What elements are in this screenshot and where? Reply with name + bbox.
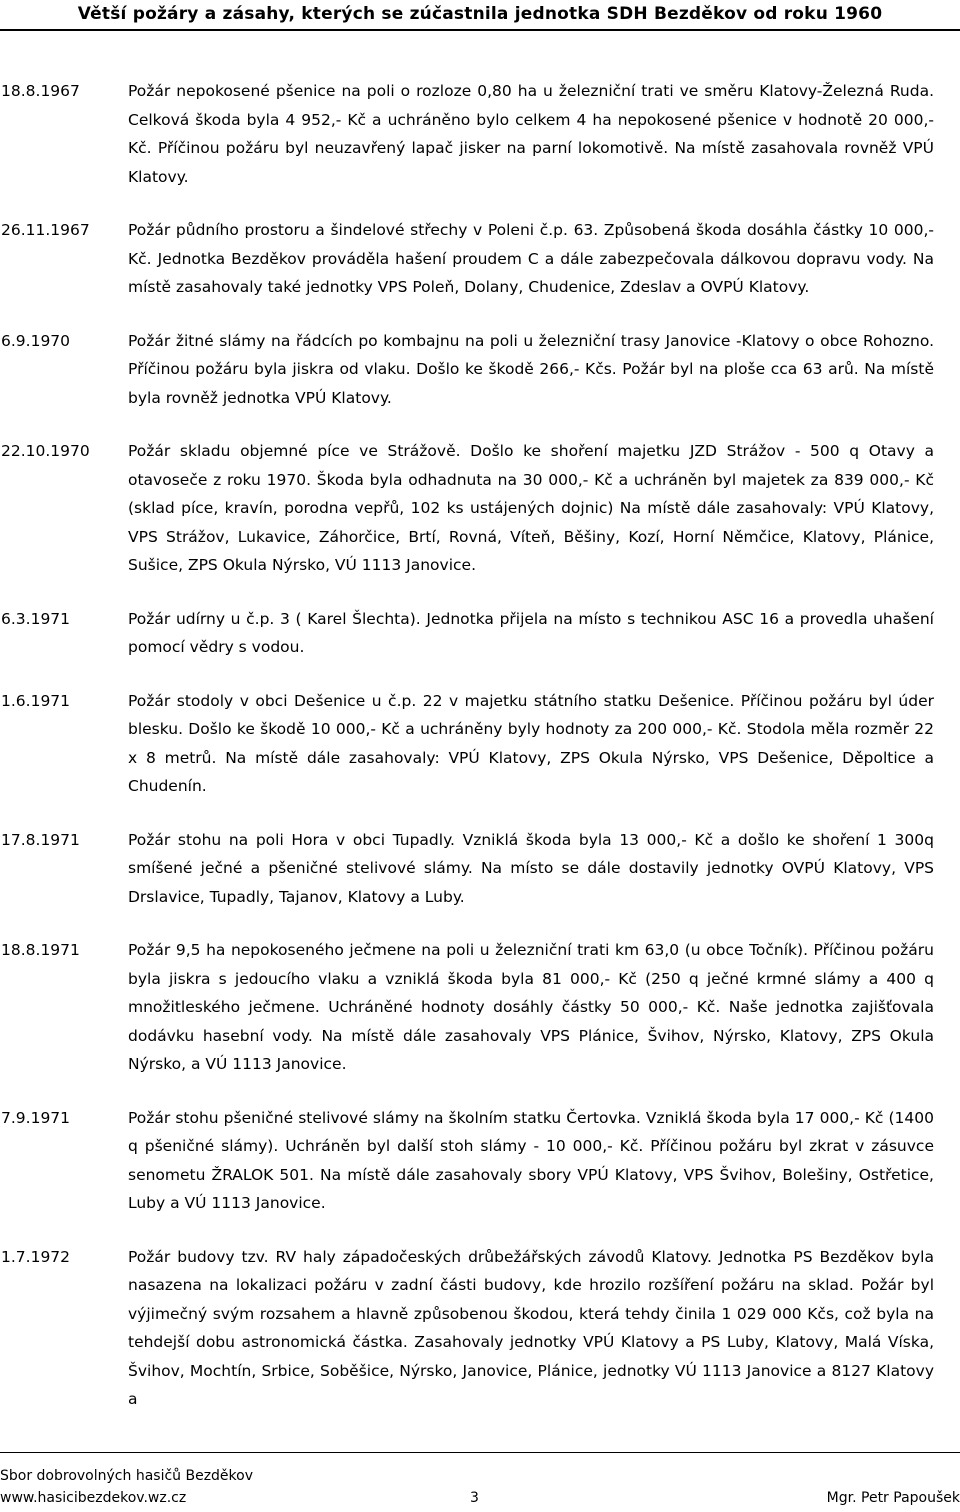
entry-list [0, 77, 960, 1439]
header-divider [0, 29, 960, 31]
entry-text: Požár nepokosené pšenice na poli o rozloze 0,80 ha u železniční trati ve směru Klatovy-Železná Ruda. Celková škoda byla 4 952,- Kč a uchráněno bylo celkem 4 ha nepokosené pšenice v hodnotě 20 000,- Kč. Příčinou požáru byl neuzavřený lapač jisker na parní lokomotivě. Na místě zasahovala rovněž VPÚ Klatovy. [128, 82, 934, 186]
entry-item [0, 936, 960, 1079]
entry-text: Požár půdního prostoru a šindelové střechy v Poleni č.p. 63. Způsobená škoda dosáhla částky 10 000,- Kč. Jednotka Bezděkov prováděla hašení proudem C a dále zabezpečovala dálkovou dopravu vody. Na místě zasahovaly také jednotky VPS Poleň, Dolany, Chudenice, Zdeslav a OVPÚ Klatovy. [128, 221, 934, 296]
entry-date: 18.8.1971 [1, 941, 80, 959]
page-footer [0, 1490, 960, 1512]
entry-date: 6.9.1970 [1, 331, 71, 350]
entry-text: Požár skladu objemné píce ve Strážově. Došlo ke shoření majetku JZD Strážov - 500 q Otavy a otavoseče z roku 1970. Škoda byla odhadnuta na 30 000,- Kč a uchráněn byl majetek za 839 000,- Kč (sklad píce, kravín, porodna vepřů, 102 ks ustájených dojnic) Na místě dále zasahovaly: VPÚ Klatovy, VPS Strážov, Lukavice, Záhorčice, Brtí, Rovná, Víteň, Běšiny, Kozí, Horní Němčice, Klatovy, Plánice, Sušice, ZPS Okula Nýrsko, VÚ 1113 Janovice. [128, 442, 934, 574]
entry-item [0, 437, 960, 580]
document-title: Větší požáry a zásahy, kterých se zúčastnila jednotka SDH Bezděkov od roku 1960 [77, 4, 883, 24]
entry-item [0, 687, 960, 801]
entry-date: 7.9.1971 [1, 1108, 71, 1127]
entry-date: 22.10.1970 [1, 442, 90, 460]
entry-item [0, 1243, 960, 1414]
footer-author: Mgr. Petr Papoušek [826, 1490, 960, 1506]
page-header [0, 0, 960, 30]
entry-date: 26.11.1967 [1, 221, 90, 239]
entry-item [0, 216, 960, 302]
entry-text: Požár udírny u č.p. 3 ( Karel Šlechta). Jednotka přijela na místo s technikou ASC 16 a provedla uhašení pomocí vědry s vodou. [128, 609, 934, 656]
entry-item [0, 826, 960, 912]
entry-item [0, 77, 960, 191]
footer-divider [0, 1452, 960, 1453]
page-number: 3 [470, 1490, 479, 1506]
entry-text: Požár budovy tzv. RV haly západočeských drůbežářských závodů Klatovy. Jednotka PS Bezděkov byla nasazena na lokalizaci požáru v zadní části budovy, kde hrozilo rozšíření požáru na sklad. Požár byl výjimečný svým rozsahem a hlavně způsobenou škodou, která tehdy činila 1 029 000 Kčs, což byla na tehdejší dobu astronomická částka. Zasahovaly jednotky VPÚ Klatovy a PS Luby, Klatovy, Malá Víska, Švihov, Mochtín, Srbice, Soběšice, Nýrsko, Janovice, Plánice, jednotky VÚ 1113 Janovice a 8127 Klatovy a [128, 1247, 934, 1408]
entry-date: 18.8.1967 [1, 82, 80, 100]
entry-text: Požár žitné slámy na řádcích po kombajnu na poli u železniční trasy Janovice -Klatovy o obce Rohozno. Příčinou požáru byla jiskra od vlaku. Došlo ke škodě 266,- Kčs. Požár byl na ploše cca 63 arů. Na místě byla rovněž jednotka VPÚ Klatovy. [128, 331, 934, 407]
entry-date: 1.6.1971 [1, 691, 71, 710]
entry-date: 6.3.1971 [1, 609, 71, 628]
entry-item [0, 1104, 960, 1218]
entry-text: Požár 9,5 ha nepokoseného ječmene na poli u železniční trati km 63,0 (u obce Točník). Příčinou požáru byla jiskra s jedoucího vlaku a vzniklá škoda byla 81 000,- Kč (250 q ječné krmné slámy a 400 q množitleského ječmene. Uchráněné hodnoty dosáhly částky 50 000,- Kč. Naše jednotka zajišťovala dodávku hasební vody. Na místě dále zasahovaly VPS Plánice, Švihov, Nýrsko, Klatovy, ZPS Okula Nýrsko, a VÚ 1113 Janovice. [128, 941, 934, 1073]
entry-text: Požár stodoly v obci Dešenice u č.p. 22 v majetku státního statku Dešenice. Příčinou požáru byl úder blesku. Došlo ke škodě 10 000,- Kč a uchráněny byly hodnoty za 200 000,- Kč. Stodola měla rozměr 22 x 8 metrů. Na místě dále zasahovaly: VPÚ Klatovy, ZPS Okula Nýrsko, VPS Dešenice, Děpoltice a Chudenín. [128, 691, 934, 795]
entry-text: Požár stohu pšeničné stelivové slámy na školním statku Čertovka. Vzniklá škoda byla 17 000,- Kč (1400 q pšeničné slámy). Uchráněn byl další stoh slámy - 10 000,- Kč. Příčinou požáru byl zkrat v zásuvce senometu ŽRALOK 501. Na místě dále zasahovaly sbory VPÚ Klatovy, VPS Švihov, Bolešiny, Ostřetice, Luby a VÚ 1113 Janovice. [128, 1108, 934, 1212]
entry-text: Požár stohu na poli Hora v obci Tupadly. Vzniklá škoda byla 13 000,- Kč a došlo ke shoření 1 300q smíšené ječné a pšeničné stelivové slámy. Na místo se dále dostavily jednotky OVPÚ Klatovy, VPS Drslavice, Tupadly, Tajanov, Klatovy a Luby. [128, 830, 934, 906]
footer-organization: Sbor dobrovolných hasičů Bezděkov [0, 1468, 253, 1484]
entry-date: 1.7.1972 [1, 1247, 71, 1266]
entry-item [0, 327, 960, 413]
entry-item [0, 605, 960, 662]
entry-date: 17.8.1971 [1, 830, 80, 849]
footer-website: www.hasicibezdekov.wz.cz [0, 1490, 187, 1506]
